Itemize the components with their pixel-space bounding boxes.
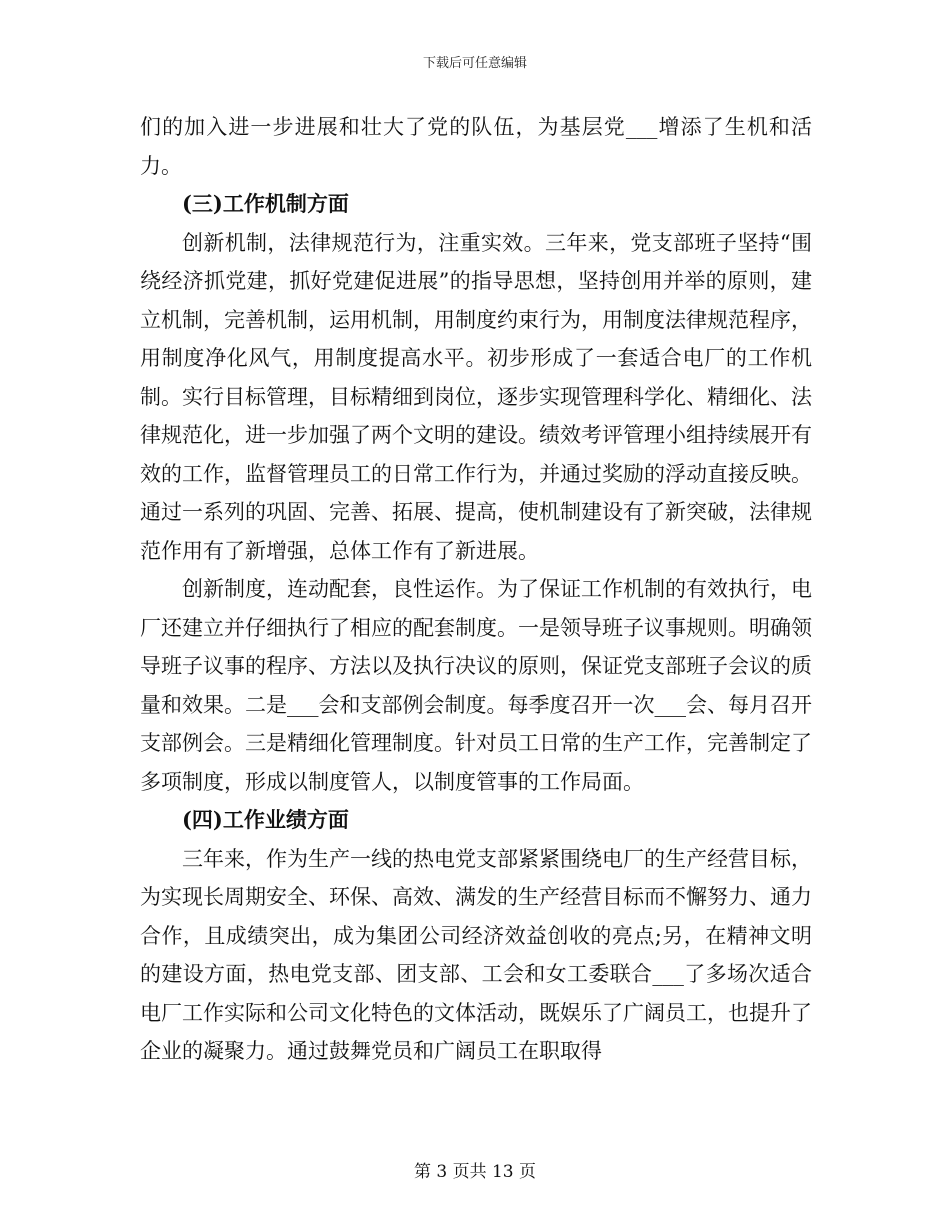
section-heading-mechanism: (三)工作机制方面 bbox=[182, 191, 349, 216]
document-body bbox=[140, 108, 812, 1071]
paragraph-mechanism-innovation: 创新机制，法律规范行为，注重实效。三年来，党支部班子坚持“围绕经济抓党建，抓好党建促进展”的指导思想，坚持创用并举的原则，建立机制，完善机制，运用机制，用制度约束行为，用制度法律规范程序，用制度净化风气，用制度提高水平。初步形成了一套适合电厂的工作机制。实行目标管理，目标精细到岗位，逐步实现管理科学化、精细化、法律规范化，进一步加强了两个文明的建设。绩效考评管理小组持续展开有效的工作，监督管理员工的日常工作行为，并通过奖励的浮动直接反映。通过一系列的巩固、完善、拓展、提高，使机制建设有了新突破，法律规范作用有了新增强，总体工作有了新进展。 bbox=[140, 230, 812, 563]
paragraph-system-innovation: 创新制度，连动配套，良性运作。为了保证工作机制的有效执行，电厂还建立并仔细执行了相应的配套制度。一是领导班子议事规则。明确领导班子议事的程序、方法以及执行决议的原则，保证党支部班子会议的质量和效果。二是___会和支部例会制度。每季度召开一次___会、每月召开支部例会。三是精细化管理制度。针对员工日常的生产工作，完善制定了多项制度，形成以制度管人，以制度管事的工作局面。 bbox=[140, 577, 812, 794]
paragraph-performance: 三年来，作为生产一线的热电党支部紧紧围绕电厂的生产经营目标，为实现长周期安全、环保、高效、满发的生产经营目标而不懈努力、通力合作，且成绩突出，成为集团公司经济效益创收的亮点;另，在精神文明的建设方面，热电党支部、团支部、工会和女工委联合___了多场次适合电厂工作实际和公司文化特色的文体活动，既娱乐了广阔员工，也提升了企业的凝聚力。通过鼓舞党员和广阔员工在职取得 bbox=[140, 846, 812, 1063]
page-number: 第 3 页共 13 页 bbox=[413, 1162, 537, 1182]
section-heading-performance: (四)工作业绩方面 bbox=[182, 807, 349, 832]
paragraph-continued: 们的加入进一步进展和壮大了党的队伍，为基层党___增添了生机和活力。 bbox=[140, 115, 812, 178]
page-header: 下载后可任意编辑 bbox=[422, 56, 527, 71]
